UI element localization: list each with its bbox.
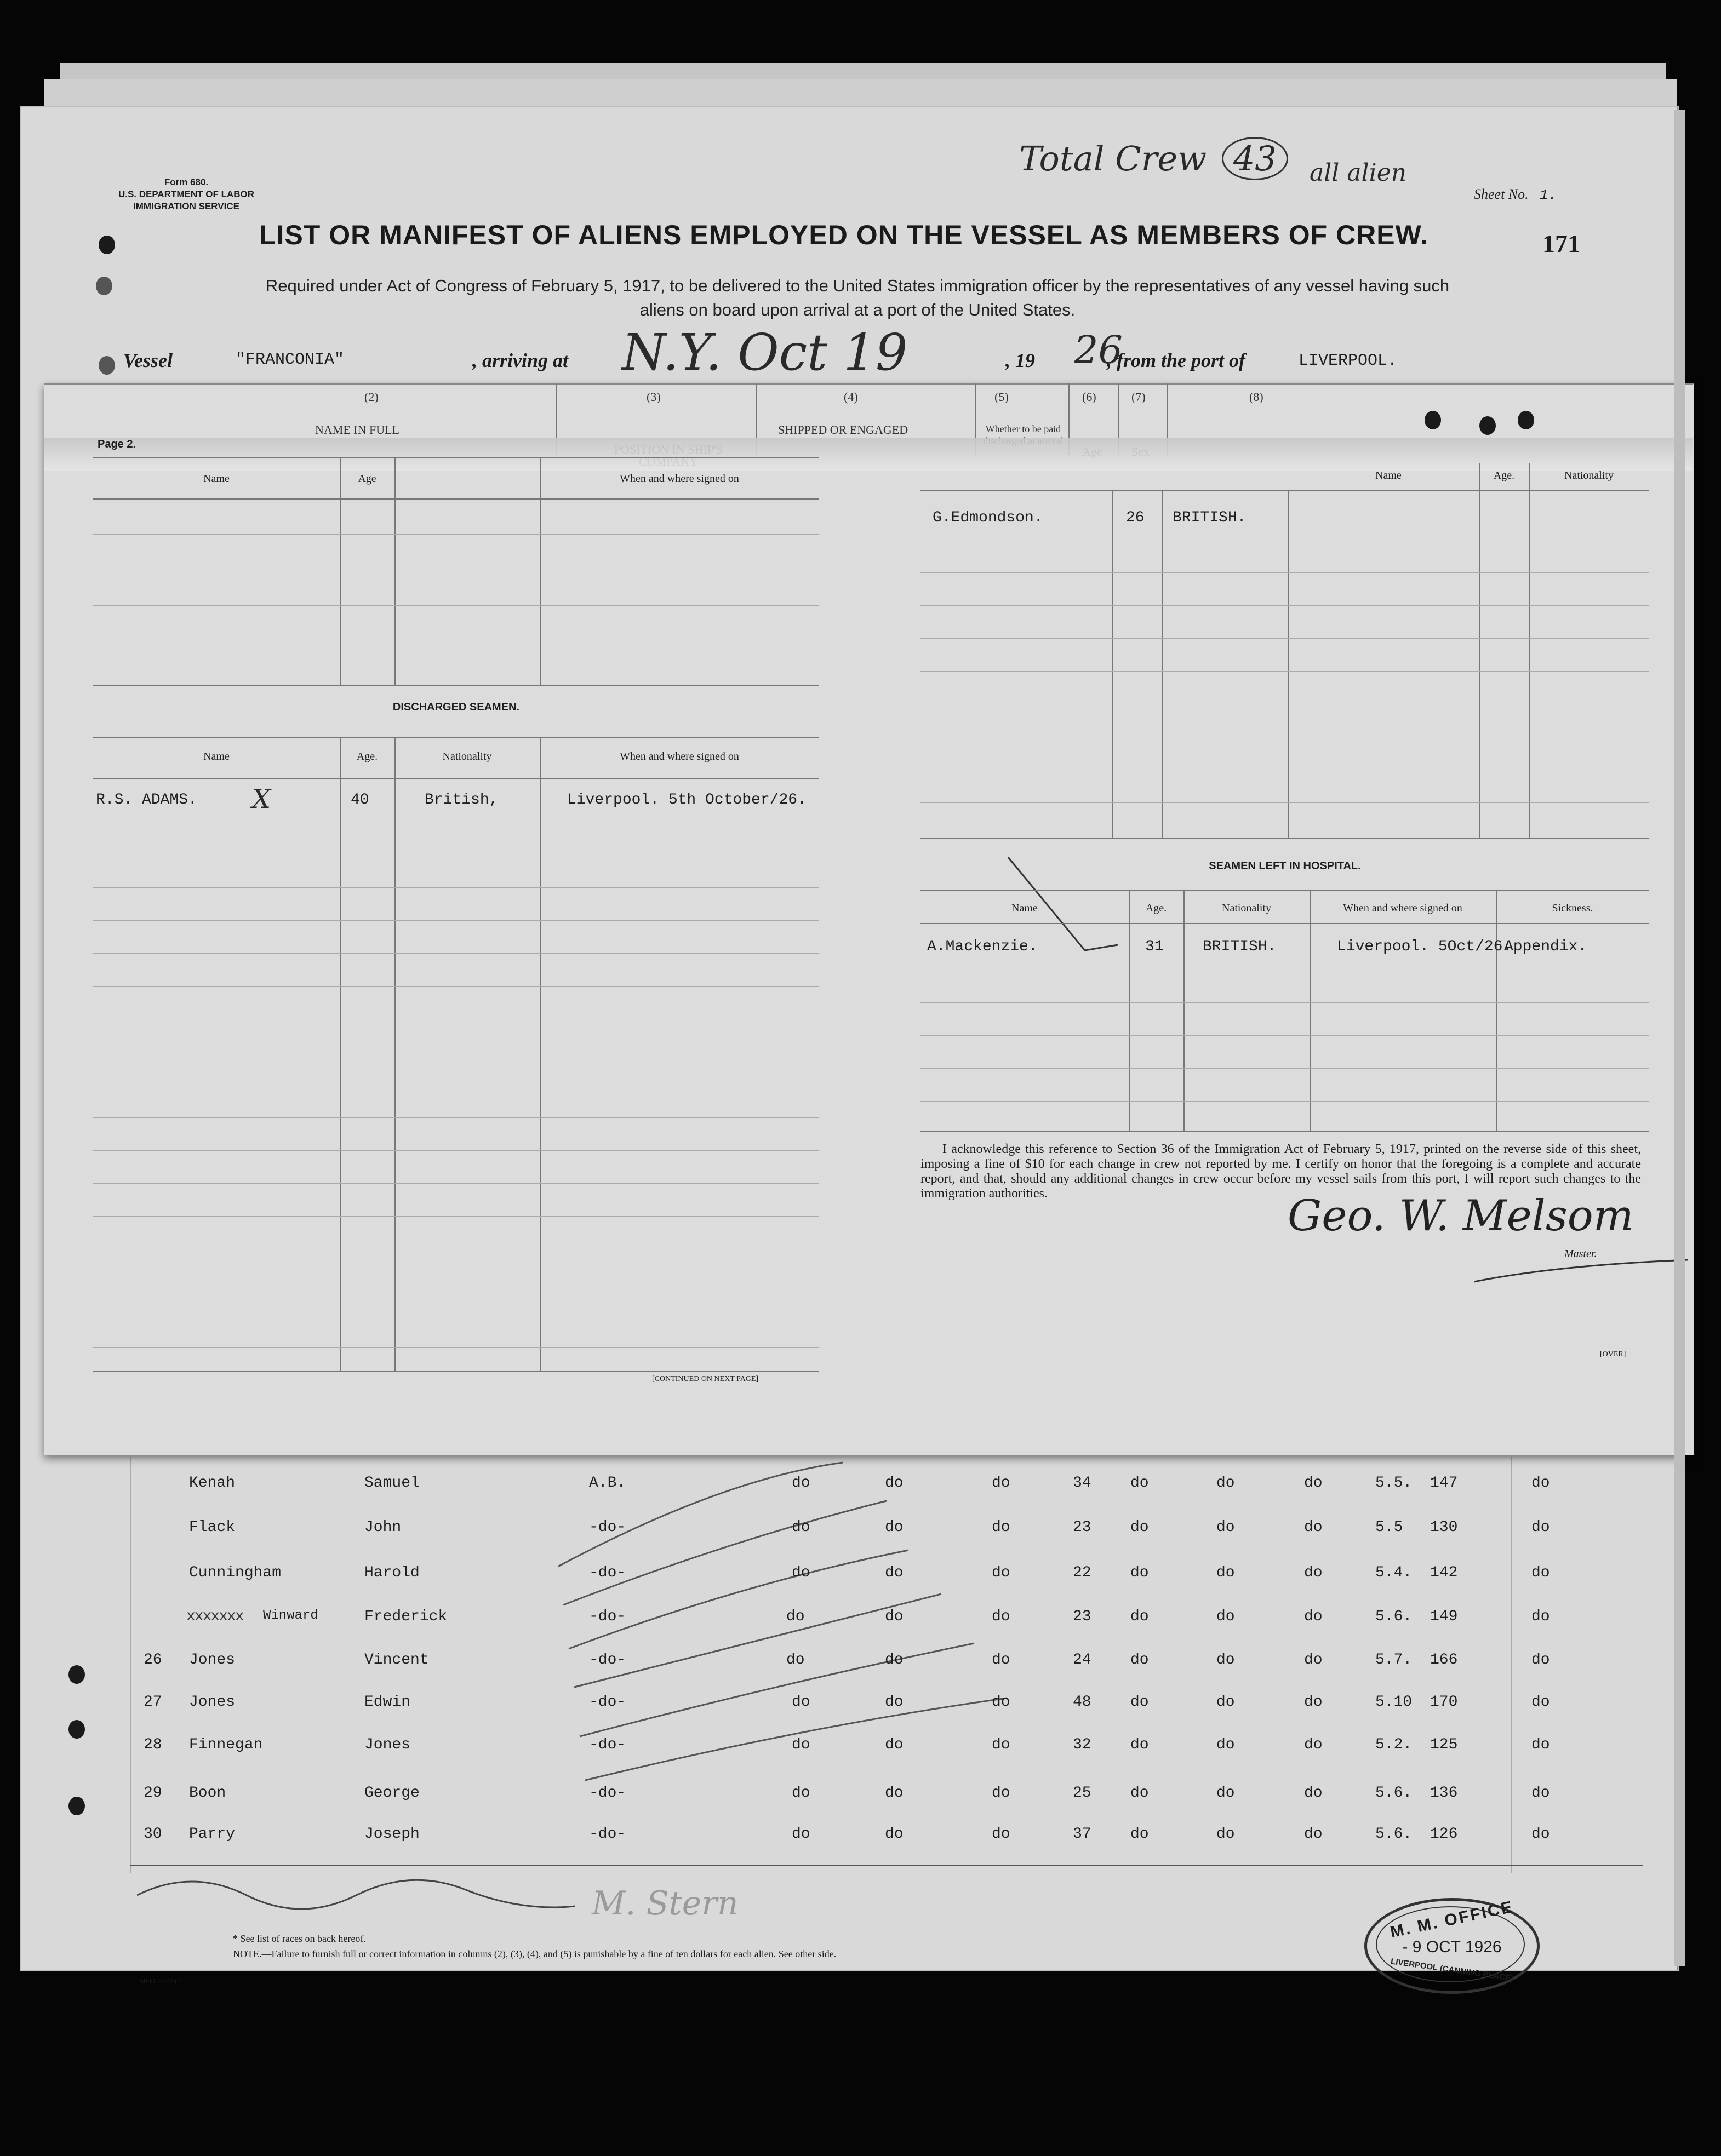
pen-scribble (137, 1873, 575, 1917)
ditto-cell: do (1531, 1608, 1550, 1625)
crew-age: 25 (1073, 1785, 1091, 1802)
page-title: LIST OR MANIFEST OF ALIENS EMPLOYED ON THE VESSEL AS MEMBERS OF CREW. (259, 220, 1428, 250)
crew-surname: Boon (189, 1785, 226, 1802)
service-name: IMMIGRATION SERVICE (133, 201, 239, 211)
table-col-rule (340, 737, 341, 1371)
crew-height: 5.6. (1375, 1785, 1413, 1802)
crew-age: 24 (1073, 1652, 1091, 1668)
ditto-cell: do (992, 1564, 1010, 1581)
ditto-cell: do (786, 1652, 805, 1668)
row-rule (93, 1216, 819, 1217)
crew-given-name: Jones (364, 1736, 411, 1753)
ditto-cell: do (992, 1826, 1010, 1843)
from-port-label: , from the port of (1107, 349, 1246, 371)
ditto-cell: do (885, 1519, 904, 1536)
struck-out-text: xxxxxxx (186, 1608, 243, 1625)
crew-sex: do (1130, 1564, 1149, 1581)
crew-given-name: Harold (364, 1564, 420, 1581)
arriving-label: , arriving at (472, 349, 569, 371)
sheet-value: 1. (1540, 187, 1557, 203)
scribble-line (137, 1880, 575, 1909)
stamp-date: - 9 OCT 1926 (1402, 1938, 1502, 1956)
header-name: Name (1011, 902, 1038, 914)
ditto-cell: do (1304, 1519, 1323, 1536)
table-rule (93, 498, 819, 500)
crew-sex: do (1130, 1652, 1149, 1668)
table-bottom-rule (130, 1865, 1643, 1866)
form-subtitle (110, 274, 1605, 322)
ditto-cell: do (992, 1785, 1010, 1802)
crew-position: -do- (589, 1608, 626, 1625)
acknowledgement-text: I acknowledge this reference to Section 36 of the Immigration Act of February 5, 1917, printed on the reverse side of this sheet, imposing a fine of $10 for each change in crew not reported by me. I certify on honor that the foregoing is a complete and accurate report, and that, should any additional changes in crew occur before my vessel sails from this port, I will report such changes to the immigration authorities. (920, 1142, 1641, 1201)
page2-right-table (920, 463, 1649, 841)
row-rule (93, 534, 819, 535)
ditto-cell: do (1216, 1736, 1235, 1753)
crew-height: 5.2. (1375, 1736, 1413, 1753)
crew-position: -do- (589, 1736, 626, 1753)
crew-sex: do (1130, 1694, 1149, 1711)
row-rule (920, 572, 1649, 573)
ditto-cell: do (885, 1694, 904, 1711)
crew-position: -do- (589, 1785, 626, 1802)
seaman-nationality: BRITISH. (1203, 938, 1277, 955)
arriving-value: N.Y. Oct 19 (622, 323, 908, 382)
discharged-title: DISCHARGED SEAMEN. (392, 701, 520, 713)
year-value: 26 (1074, 328, 1123, 372)
subtitle-line-1: Required under Act of Congress of February 5, 1917, to be delivered to the United States immigration officer by the representatives of any vessel having such (265, 276, 1450, 295)
row-rule (920, 1068, 1649, 1069)
stamp-top-text: M. M. OFFICE (1388, 1897, 1516, 1942)
seaman-signed-on: Liverpool. 5Oct/26. (1337, 938, 1512, 955)
department-name: U.S. DEPARTMENT OF LABOR (118, 189, 255, 199)
col-label-shipped: SHIPPED OR ENGAGED (778, 423, 908, 437)
crew-surname: Jones (189, 1652, 236, 1668)
header-name: Name (1375, 469, 1402, 481)
col-num-4: (4) (844, 390, 858, 404)
ditto-cell: do (792, 1475, 810, 1492)
ditto-cell: do (1531, 1785, 1550, 1802)
ditto-cell: do (992, 1694, 1010, 1711)
crew-age: 23 (1073, 1519, 1091, 1536)
row-rule (93, 1117, 819, 1118)
ditto-cell: do (792, 1826, 810, 1843)
year-prefix: , 19 (1005, 349, 1035, 371)
ditto-cell: do (1216, 1519, 1235, 1536)
office-stamp (1364, 1898, 1540, 1994)
seaman-name: A.Mackenzie. (927, 938, 1038, 955)
header-age: Age. (1145, 902, 1167, 914)
crew-height: 5.5. (1375, 1475, 1413, 1492)
ditto-cell: do (792, 1564, 810, 1581)
crew-no: 26 (144, 1652, 162, 1668)
ditto-cell: do (1304, 1785, 1323, 1802)
crew-sex: do (1130, 1475, 1149, 1492)
col-num-6: (6) (1082, 390, 1096, 404)
page-two-label: Page 2. (98, 438, 136, 450)
table-col-rule (540, 457, 541, 685)
row-rule (93, 1150, 819, 1151)
stamp-bottom-text: LIVERPOOL (CANNING PLACE) (1390, 1957, 1514, 1983)
right-table-row (920, 509, 1304, 531)
seaman-age: 26 (1126, 509, 1145, 526)
crew-sex: do (1130, 1736, 1149, 1753)
table-rule (920, 923, 1649, 924)
table-col-rule (394, 737, 396, 1371)
col-label-paid: Whether to be paid (985, 423, 1061, 434)
crew-age: 48 (1073, 1694, 1091, 1711)
binding-hole (96, 277, 112, 295)
crew-weight: 125 (1430, 1736, 1458, 1753)
table-col-rule (1479, 463, 1480, 838)
crew-row (0, 1652, 1721, 1673)
crew-given-name: Samuel (364, 1475, 420, 1492)
crew-weight: 166 (1430, 1652, 1458, 1668)
table-rule (920, 490, 1649, 491)
ditto-cell: do (792, 1694, 810, 1711)
table-col-rule (1529, 463, 1530, 838)
ditto-cell: do (885, 1736, 904, 1753)
col-num-3: (3) (647, 390, 661, 404)
ditto-cell: do (885, 1608, 904, 1625)
ditto-cell: do (1216, 1652, 1235, 1668)
binding-hole (1518, 411, 1534, 429)
ditto-cell: do (1531, 1564, 1550, 1581)
col-num-8: (8) (1249, 390, 1263, 404)
header-name: Name (203, 750, 230, 762)
ditto-cell: do (885, 1564, 904, 1581)
table-col-rule (1310, 890, 1311, 1131)
seaman-nationality: British, (425, 792, 499, 808)
ditto-cell: do (1304, 1608, 1323, 1625)
table-rule (93, 778, 819, 779)
binding-hole (1479, 416, 1496, 435)
form-number: Form 680. (164, 177, 209, 187)
all-alien-note: all alien (1310, 159, 1407, 187)
table-col-rule (1162, 490, 1163, 838)
ditto-cell: do (885, 1785, 904, 1802)
crew-surname: Cunningham (189, 1564, 282, 1581)
row-rule (93, 887, 819, 888)
crew-surname: Winward (263, 1608, 318, 1623)
crew-weight: 170 (1430, 1694, 1458, 1711)
crew-no: 28 (144, 1736, 162, 1753)
table-col-rule (1183, 890, 1185, 1131)
seaman-age: 40 (351, 792, 369, 808)
ditto-cell: do (992, 1736, 1010, 1753)
seaman-nationality: BRITISH. (1173, 509, 1247, 526)
header-signed-on: When and where signed on (620, 473, 739, 485)
ditto-cell: do (1531, 1519, 1550, 1536)
table-rule (920, 1131, 1649, 1132)
ditto-cell: do (1304, 1652, 1323, 1668)
table-col-rule (394, 457, 396, 685)
table-col-rule (540, 737, 541, 1371)
header-signed-on: When and where signed on (1343, 902, 1462, 914)
crew-given-name: John (364, 1519, 402, 1536)
table-col-rule (1129, 890, 1130, 1131)
col-label-name: NAME IN FULL (315, 423, 399, 437)
ditto-cell: do (992, 1652, 1010, 1668)
crew-height: 5.4. (1375, 1564, 1413, 1581)
table-rule (93, 685, 819, 686)
table-col-rule (340, 457, 341, 685)
row-rule (920, 1101, 1649, 1102)
table-col-rule (1496, 890, 1497, 1131)
seaman-signed-on: Liverpool. 5th October/26. (567, 792, 807, 808)
races-note: * See list of races on back hereof. (233, 1933, 366, 1944)
table-rule (93, 1371, 819, 1372)
crew-age: 37 (1073, 1826, 1091, 1843)
ditto-cell: do (992, 1519, 1010, 1536)
crew-height: 5.5 (1375, 1519, 1403, 1536)
crew-weight: 147 (1430, 1475, 1458, 1492)
total-crew-note (1019, 137, 1288, 180)
crew-age: 34 (1073, 1475, 1091, 1492)
header-rule (44, 383, 1693, 385)
sheet-number (1474, 186, 1557, 203)
crew-age: 22 (1073, 1564, 1091, 1581)
master-signature: Geo. W. Melsom (1288, 1191, 1634, 1241)
seaman-sickness: Appendix. (1504, 938, 1587, 955)
row-rule (93, 1183, 819, 1184)
ditto-cell: do (1216, 1694, 1235, 1711)
table-rule (920, 890, 1649, 891)
header-nationality: Nationality (1564, 469, 1614, 481)
crew-surname: Flack (189, 1519, 236, 1536)
crew-no: 30 (144, 1826, 162, 1843)
crew-position: -do- (589, 1694, 626, 1711)
master-label: Master. (1564, 1248, 1597, 1260)
crew-surname: Kenah (189, 1475, 236, 1492)
ditto-cell: do (1216, 1564, 1235, 1581)
table-rule (920, 838, 1649, 839)
row-rule (920, 638, 1649, 639)
ditto-cell: do (885, 1475, 904, 1492)
crew-weight: 142 (1430, 1564, 1458, 1581)
fine-note: NOTE.—Failure to furnish full or correct information in columns (2), (3), (4), and (5) is punishable by a fine of ten dollars for each alien. See other side. (233, 1948, 837, 1959)
crew-no: 27 (144, 1694, 162, 1711)
crew-weight: 136 (1430, 1785, 1458, 1802)
ditto-cell: do (1304, 1736, 1323, 1753)
ditto-cell: do (1304, 1564, 1323, 1581)
crew-weight: 130 (1430, 1519, 1458, 1536)
crew-height: 5.10 (1375, 1694, 1413, 1711)
hospital-title: SEAMEN LEFT IN HOSPITAL. (1209, 860, 1361, 872)
ditto-cell: do (992, 1608, 1010, 1625)
hospital-table (920, 890, 1649, 1131)
crew-position: -do- (589, 1652, 626, 1668)
crew-row (0, 1694, 1721, 1716)
sheet-label: Sheet No. (1474, 186, 1529, 202)
header-name: Name (203, 473, 230, 485)
header-nationality: Nationality (442, 750, 492, 762)
crew-given-name: Edwin (364, 1694, 411, 1711)
ditto-cell: do (885, 1652, 904, 1668)
table-rule (93, 457, 819, 458)
ditto-cell: do (1304, 1826, 1323, 1843)
paper-fold-edge (1674, 110, 1685, 1966)
binding-hole (68, 1720, 85, 1739)
ditto-cell: do (992, 1475, 1010, 1492)
ditto-cell: do (1531, 1475, 1550, 1492)
crew-age: 23 (1073, 1608, 1091, 1625)
crew-no: 29 (144, 1785, 162, 1802)
ditto-cell: do (1304, 1475, 1323, 1492)
ditto-cell: do (1216, 1608, 1235, 1625)
row-rule (93, 986, 819, 987)
print-code: 5000 17-8587 (140, 1977, 183, 1986)
crew-surname: Parry (189, 1826, 236, 1843)
row-rule (920, 671, 1649, 672)
seaman-name: R.S. ADAMS. (96, 792, 197, 808)
crew-height: 5.7. (1375, 1652, 1413, 1668)
row-rule (920, 1035, 1649, 1036)
crew-age: 32 (1073, 1736, 1091, 1753)
crew-sex: do (1130, 1608, 1149, 1625)
subtitle-line-2: aliens on board upon arrival at a port of the United States. (639, 300, 1076, 319)
crew-position: -do- (589, 1519, 626, 1536)
check-mark: X (252, 784, 271, 815)
ditto-cell: do (792, 1785, 810, 1802)
crew-row (0, 1608, 1721, 1630)
vessel-name: "FRANCONIA" (236, 351, 345, 369)
ditto-stroke (563, 1501, 887, 1605)
crew-given-name: Joseph (364, 1826, 420, 1843)
page-number: 171 (1542, 230, 1580, 257)
from-port-value: LIVERPOOL. (1299, 352, 1398, 370)
crew-surname: Jones (189, 1694, 236, 1711)
crew-sex: do (1130, 1785, 1149, 1802)
crew-row (0, 1785, 1721, 1807)
crew-height: 5.6. (1375, 1826, 1413, 1843)
vessel-label: Vessel (123, 349, 173, 371)
ditto-cell: do (1216, 1785, 1235, 1802)
ditto-cell: do (1531, 1826, 1550, 1843)
crew-row (0, 1826, 1721, 1848)
crew-weight: 149 (1430, 1608, 1458, 1625)
header-nationality: Nationality (1222, 902, 1271, 914)
header-sickness: Sickness. (1552, 902, 1593, 914)
row-rule (93, 953, 819, 954)
crew-row (0, 1736, 1721, 1758)
header-signed-on: When and where signed on (620, 750, 739, 762)
crew-weight: 126 (1430, 1826, 1458, 1843)
crew-given-name: Vincent (364, 1652, 429, 1668)
crew-row (0, 1475, 1721, 1496)
continued-note: [CONTINUED ON NEXT PAGE] (652, 1375, 759, 1383)
col-num-2: (2) (364, 390, 379, 404)
hospital-row (920, 938, 1649, 960)
ditto-cell: do (792, 1736, 810, 1753)
discharged-table (93, 737, 819, 1372)
footer-notes (233, 1931, 836, 1962)
ditto-cell: do (792, 1519, 810, 1536)
col-num-5: (5) (994, 390, 1009, 404)
ditto-cell: do (1531, 1736, 1550, 1753)
crew-given-name: George (364, 1785, 420, 1802)
crew-sex: do (1130, 1519, 1149, 1536)
crew-height: 5.6. (1375, 1608, 1413, 1625)
table-rule (93, 737, 819, 738)
form-header-block (110, 176, 263, 213)
crew-row (0, 1564, 1721, 1586)
crew-position: A.B. (589, 1475, 626, 1492)
ditto-cell: do (1304, 1694, 1323, 1711)
page2-top-table (93, 457, 819, 687)
crew-position: -do- (589, 1826, 626, 1843)
col-num-7: (7) (1131, 390, 1146, 404)
inspector-signature: M. Stern (592, 1884, 739, 1923)
ditto-cell: do (1216, 1826, 1235, 1843)
crew-surname: Finnegan (189, 1736, 263, 1753)
ditto-cell: do (1531, 1652, 1550, 1668)
row-rule (93, 920, 819, 921)
crew-sex: do (1130, 1826, 1149, 1843)
ditto-cell: do (1531, 1694, 1550, 1711)
discharged-row (93, 784, 819, 815)
ditto-cell: do (885, 1826, 904, 1843)
header-age: Age. (356, 750, 378, 762)
binding-hole (1425, 411, 1441, 429)
crew-position: -do- (589, 1564, 626, 1581)
header-age: Age (358, 473, 376, 485)
total-crew-label: Total Crew (1019, 139, 1207, 179)
ditto-cell: do (1216, 1475, 1235, 1492)
table-col-rule (1288, 490, 1289, 838)
table-col-rule (1112, 490, 1113, 838)
row-rule (920, 1002, 1649, 1003)
total-crew-count: 43 (1222, 137, 1288, 180)
crew-given-name: Frederick (364, 1608, 448, 1625)
ditto-cell: do (786, 1608, 805, 1625)
seaman-name: G.Edmondson. (933, 509, 1043, 526)
row-rule (920, 802, 1649, 803)
row-rule (920, 605, 1649, 606)
binding-hole (99, 236, 115, 254)
header-age: Age. (1493, 469, 1515, 481)
seaman-age: 31 (1145, 938, 1164, 955)
binding-hole (99, 356, 115, 375)
underline-stroke (1474, 1260, 1688, 1282)
crew-row (0, 1519, 1721, 1541)
over-note: [OVER] (1600, 1350, 1626, 1358)
row-rule (93, 605, 819, 606)
